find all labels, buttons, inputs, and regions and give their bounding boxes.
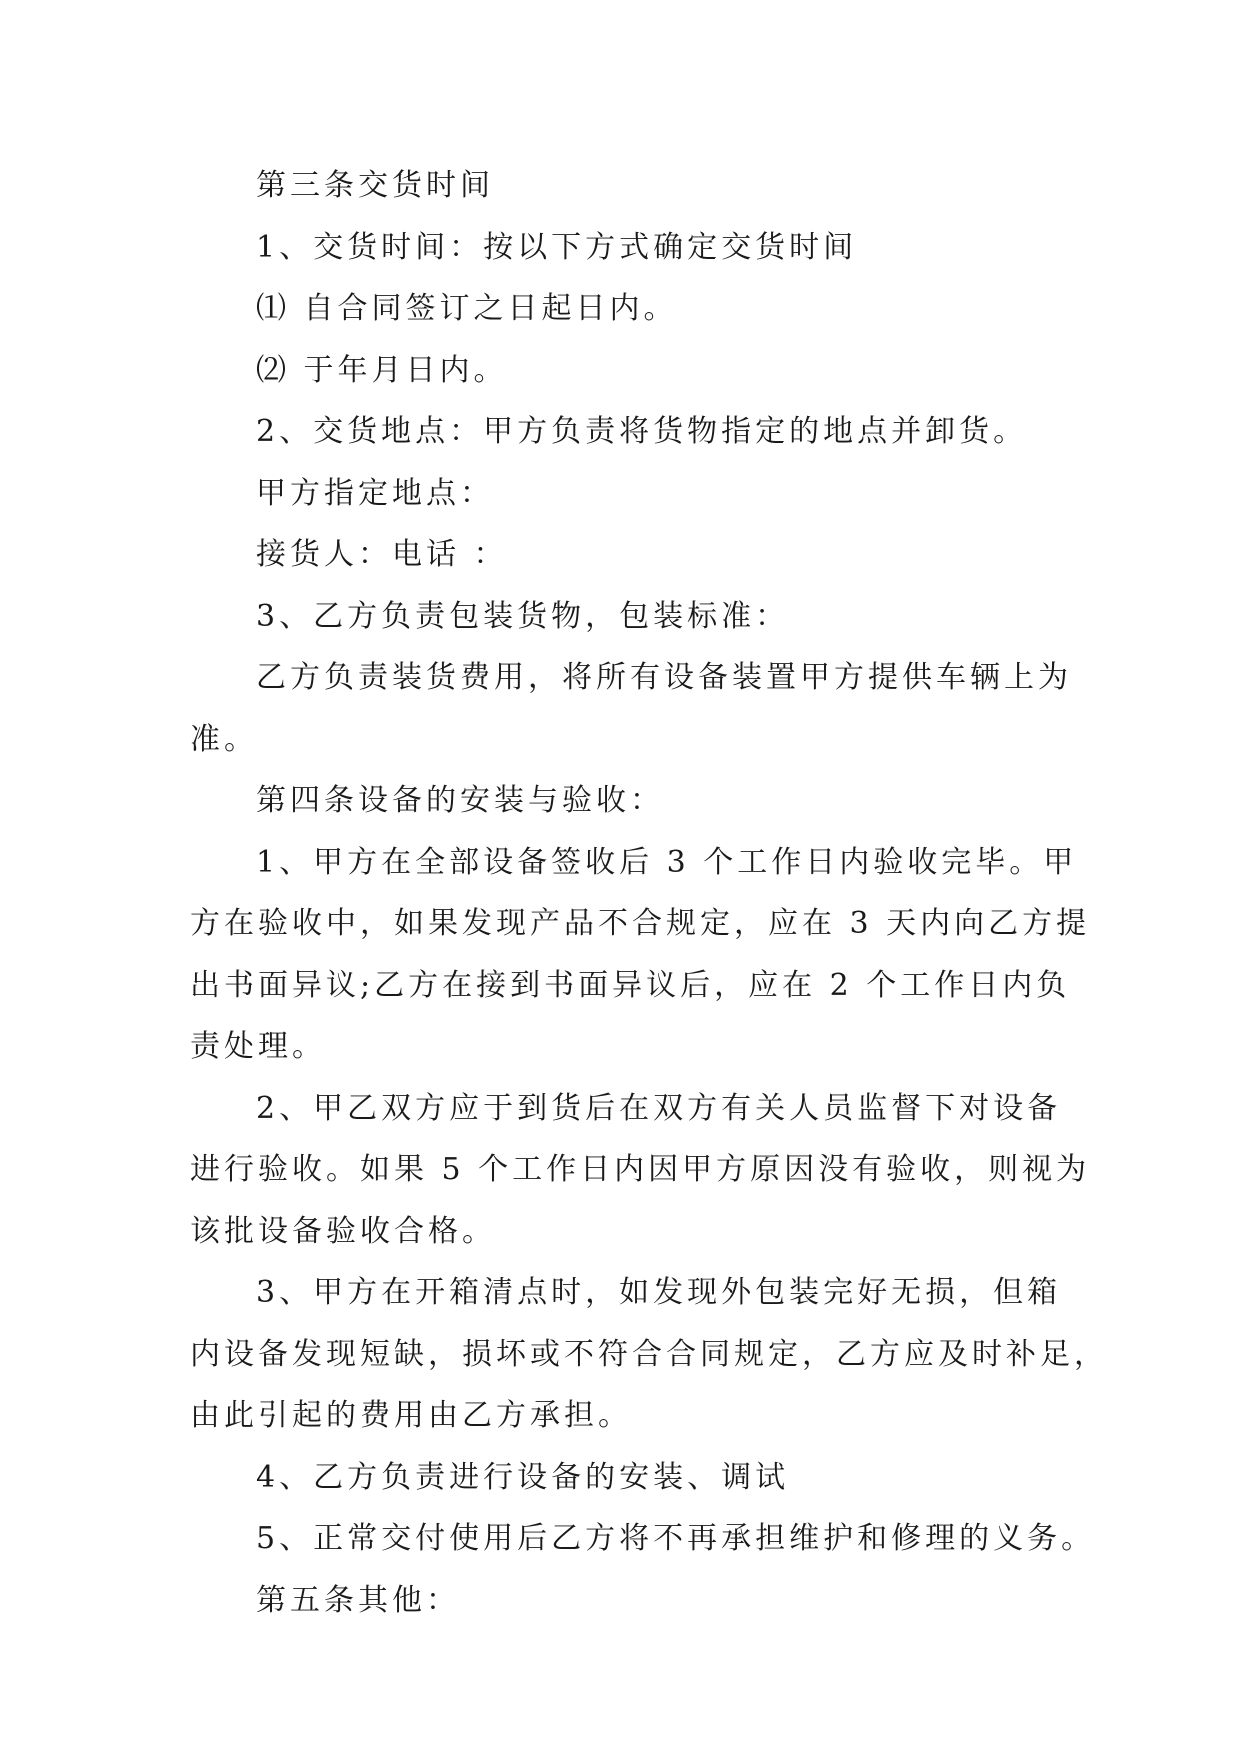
paragraph-line: 该批设备验收合格。 <box>190 1213 496 1249</box>
section-heading-installation: 第四条设备的安装与验收： <box>256 783 664 818</box>
paragraph-line: ⑴ 自合同签订之日起日内。 <box>256 291 678 326</box>
paragraph-line: 责处理。 <box>190 1029 326 1064</box>
paragraph-line: 2、交货地点：甲方负责将货物指定的地点并卸货。 <box>256 414 1028 449</box>
paragraph-line: 1、交货时间：按以下方式确定交货时间 <box>256 229 858 265</box>
section-heading-delivery-time: 第三条交货时间 <box>256 168 494 203</box>
paragraph-line: 方在验收中，如果发现产品不合规定，应在 3 天内向乙方提 <box>190 906 1091 941</box>
paragraph-line: 接货人：电话 ： <box>256 537 508 572</box>
paragraph-line: 2、甲乙双方应于到货后在双方有关人员监督下对设备 <box>256 1090 1062 1126</box>
paragraph-line: 4、乙方负责进行设备的安装、调试 <box>256 1459 790 1495</box>
paragraph-line: ⑵ 于年月日内。 <box>256 352 508 388</box>
paragraph-line: 1、甲方在全部设备签收后 3 个工作日内验收完毕。甲 <box>256 844 1078 880</box>
paragraph-line: 由此引起的费用由乙方承担。 <box>190 1398 632 1433</box>
paragraph-line: 进行验收。如果 5 个工作日内因甲方原因没有验收，则视为 <box>190 1152 1091 1187</box>
paragraph-line: 内设备发现短缺，损坏或不符合合同规定，乙方应及时补足， <box>190 1336 1108 1372</box>
section-heading-other: 第五条其他： <box>256 1582 460 1618</box>
paragraph-line: 3、乙方负责包装货物，包装标准： <box>256 598 790 634</box>
paragraph-line: 准。 <box>190 721 258 757</box>
paragraph-line: 乙方负责装货费用，将所有设备装置甲方提供车辆上为 <box>256 660 1072 695</box>
paragraph-line: 出书面异议;乙方在接到书面异议后，应在 2 个工作日内负 <box>190 967 1071 1003</box>
document-body <box>190 155 1108 1631</box>
paragraph-line: 3、甲方在开箱清点时，如发现外包装完好无损，但箱 <box>256 1275 1062 1310</box>
paragraph-line: 5、正常交付使用后乙方将不再承担维护和修理的义务。 <box>256 1521 1096 1556</box>
paragraph-line: 甲方指定地点： <box>256 475 494 511</box>
